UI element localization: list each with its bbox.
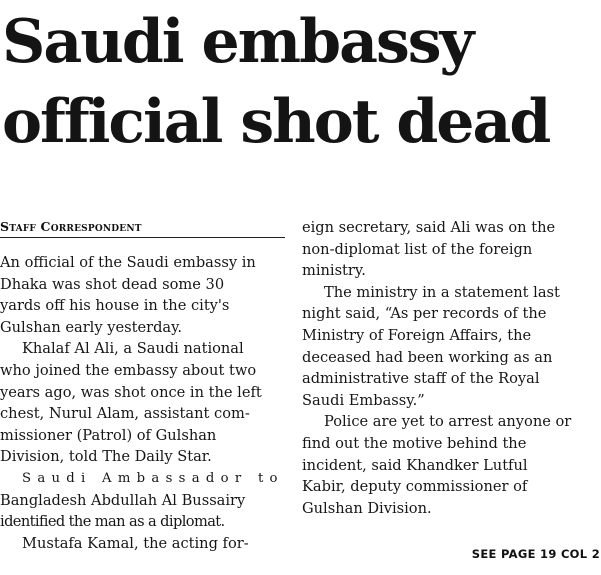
text-line: Dhaka was shot dead some 30 [0,275,225,293]
text-line: Gulshan Division. [302,499,432,517]
text-line: Bangladesh Abdullah Al Bussairy [0,491,246,509]
text-line: missioner (Patrol) of Gulshan [0,426,217,444]
text-line: years ago, was shot once in the left [0,383,262,401]
text-line: yards off his house in the city's [0,297,230,315]
headline-line-2: official shot dead [2,87,550,157]
text-line: who joined the embassy about two [0,361,257,379]
text-line: eign secretary, said Ali was on the [302,219,556,236]
text-line: administrative staff of the Royal [302,370,540,388]
paragraph-start-line: Mustafa Kamal, the acting for- [22,534,249,552]
headline-line-1: Saudi embassy [2,7,473,77]
text-line: Ministry of Foreign Affairs, the [302,326,532,344]
headline [2,0,601,164]
text-line: non-diplomat list of the foreign [302,240,533,258]
text-line: identified the man as a diplomat. [0,513,225,531]
text-line: Division, told The Daily Star. [0,448,212,466]
continuation-reference: SEE PAGE 19 COL 2 [471,547,600,561]
text-line: Gulshan early yesterday. [0,318,183,336]
text-line: An official of the Saudi embassy in [0,254,256,271]
article-column-2 [302,217,589,519]
byline: Staff Correspondent [0,219,285,238]
text-line: Saudi Embassy.” [302,391,425,409]
article-column-1 [0,252,285,554]
paragraph-start-line: Saudi Ambassador to [22,470,284,486]
paragraph-start-line: Police are yet to arrest anyone or [324,413,572,431]
text-line: deceased had been working as an [302,348,553,366]
paragraph-start-line: The ministry in a statement last [324,283,560,301]
paragraph-start-line: Khalaf Al Ali, a Saudi national [22,340,244,358]
text-line: ministry. [302,262,366,280]
text-line: night said, “As per records of the [302,305,547,323]
text-line: Kabir, deputy commissioner of [302,478,528,496]
text-line: find out the motive behind the [302,434,527,452]
text-line: chest, Nurul Alam, assistant com- [0,405,250,423]
text-line: incident, said Khandker Lutful [302,456,528,474]
